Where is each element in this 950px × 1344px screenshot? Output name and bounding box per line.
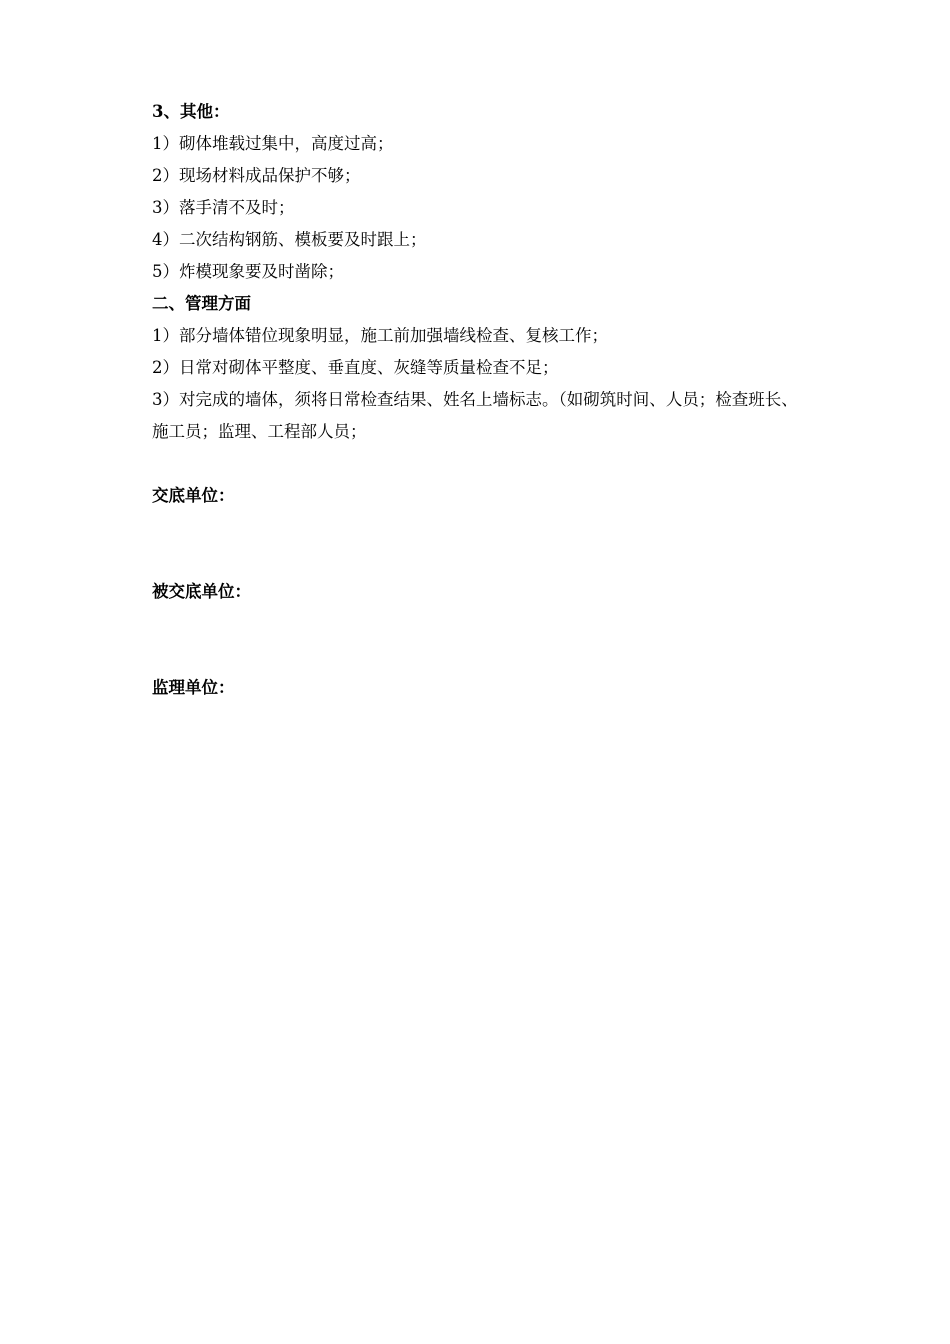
supervision-unit-label: 监理单位： bbox=[152, 678, 235, 697]
list-item: 3）落手清不及时； bbox=[152, 198, 295, 217]
list-item-line-2: 施工员；监理、工程部人员； bbox=[152, 422, 367, 441]
list-item: 4）二次结构钢筋、模板要及时跟上； bbox=[152, 230, 427, 249]
list-item: 2）现场材料成品保护不够； bbox=[152, 166, 361, 185]
handover-unit-label: 交底单位： bbox=[152, 486, 235, 505]
list-item: 5）炸模现象要及时凿除； bbox=[152, 262, 344, 281]
receiving-unit-label: 被交底单位： bbox=[152, 582, 251, 601]
section-management-heading: 二、管理方面 bbox=[152, 294, 251, 313]
section-other-heading: 3、其他： bbox=[152, 102, 230, 121]
list-item: 1）部分墙体错位现象明显，施工前加强墙线检查、复核工作； bbox=[152, 326, 608, 345]
list-item: 2）日常对砌体平整度、垂直度、灰缝等质量检查不足； bbox=[152, 358, 559, 377]
document-body bbox=[152, 96, 852, 448]
list-item-line-1: 3）对完成的墙体，须将日常检查结果、姓名上墙标志。（如砌筑时间、人员；检查班长、 bbox=[152, 390, 798, 409]
list-item: 1）砌体堆载过集中，高度过高； bbox=[152, 134, 394, 153]
